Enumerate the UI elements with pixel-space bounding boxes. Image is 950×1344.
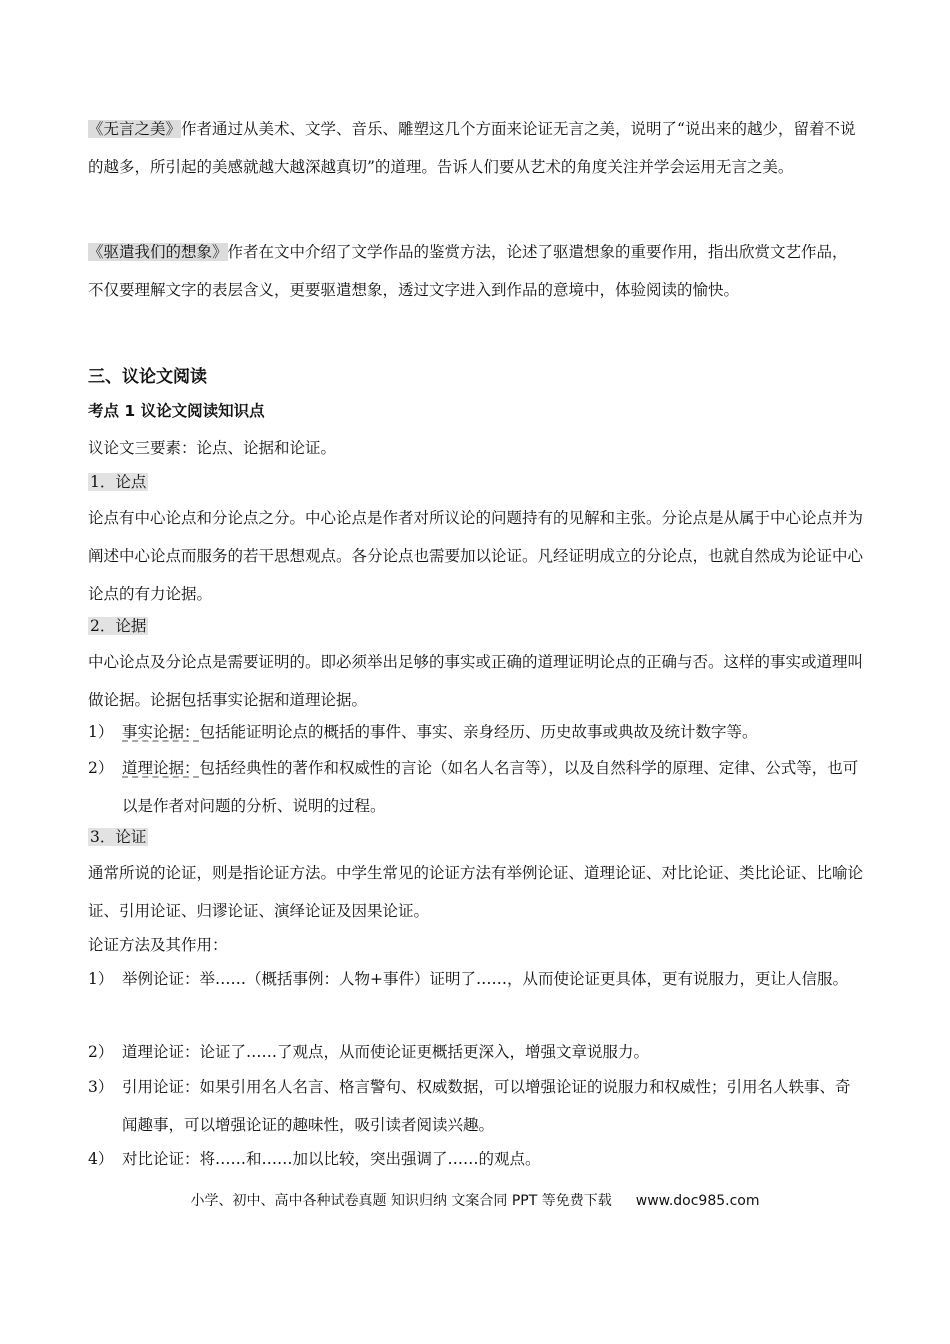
footer-text: 小学、初中、高中各种试卷真题 知识归纳 文案合同 PPT 等免费下载 — [190, 1193, 612, 1209]
section-title: 三、议论文阅读 — [88, 367, 207, 387]
list-number: 2） — [88, 759, 114, 777]
three-elements: 议论文三要素：论点、论据和论证。 — [88, 439, 337, 457]
lunju-list-item — [88, 713, 863, 751]
list-text — [122, 713, 863, 751]
page-footer — [0, 1190, 950, 1210]
method-list-item — [88, 960, 863, 998]
term-text: 包括能证明论点的概括的事件、事实、亲身经历、历史故事或典故及统计数字等。 — [199, 723, 758, 741]
paragraph-wuyan-text: 作者通过从美术、文学、音乐、雕塑这几个方面来论证无言之美，说明了“说出来的越少，留着不说的越多，所引起的美感就越大越深越真切”的道理。告诉人们要从艺术的角度关注并学会运用无言之美。 — [88, 120, 856, 176]
list-number: 3） — [88, 1078, 114, 1096]
book-title-wuyan: 《无言之美》 — [88, 120, 182, 138]
sub-heading-lundian — [88, 469, 148, 495]
paragraph-quqian-text: 作者在文中介绍了文学作品的鉴赏方法，论述了驱遣想象的重要作用，指出欣赏文艺作品，不仅要理解文字的表层含义，更要驱遣想象，透过文字进入到作品的意境中，体验阅读的愉快。 — [88, 243, 848, 299]
sub-heading-lundian-label: 1．论点 — [90, 473, 147, 491]
list-text: 引用论证：如果引用名人名言、格言警句、权威数据，可以增强论证的说服力和权威性；引用名人轶事、奇闻趣事，可以增强论证的趣味性，吸引读者阅读兴趣。 — [122, 1078, 851, 1134]
lundian-paragraph: 论点有中心论点和分论点之分。中心论点是作者对所议论的问题持有的见解和主张。分论点是从属于中心论点并为阐述中心论点而服务的若干思想观点。各分论点也需要加以论证。凡经证明成立的分论点，也就自然成为论证中心论点的有力论据。 — [88, 509, 864, 603]
methods-title: 论证方法及其作用： — [88, 936, 228, 954]
lunzheng-paragraph: 通常所说的论证，则是指论证方法。中学生常见的论证方法有举例论证、道理论证、对比论证、类比论证、比喻论证、引用论证、归谬论证、演绎论证及因果论证。 — [88, 864, 864, 920]
method-list-item — [88, 1140, 863, 1178]
sub-heading-lunzheng-label: 3．论证 — [90, 828, 147, 846]
term-label: 道理论据： — [122, 759, 200, 777]
paragraph-wuyan — [88, 110, 863, 186]
method-list-item — [88, 1033, 863, 1071]
list-number: 2） — [88, 1043, 114, 1061]
term-text: 包括经典性的著作和权威性的言论（如名人名言等），以及自然科学的原理、定律、公式等，也可以是作者对问题的分析、说明的过程。 — [122, 759, 859, 815]
sub-heading-lunju — [88, 613, 148, 639]
list-text: 举例论证：举……（概括事例：人物+事件）证明了……，从而使论证更具体，更有说服力，更让人信服。 — [122, 970, 848, 988]
list-number: 4） — [88, 1150, 114, 1168]
lunju-paragraph: 中心论点及分论点是需要证明的。即必须举出足够的事实或正确的道理证明论点的正确与否。这样的事实或道理叫做论据。论据包括事实论据和道理论据。 — [88, 653, 864, 709]
term-label: 事实论据： — [122, 723, 200, 741]
list-text: 道理论证：论证了……了观点，从而使论证更概括更深入，增强文章说服力。 — [122, 1043, 650, 1061]
lunju-list-item — [88, 749, 863, 825]
method-list-item — [88, 1068, 863, 1144]
sub-heading-lunju-label: 2．论据 — [90, 617, 147, 635]
kaodian-title: 考点 1 议论文阅读知识点 — [88, 402, 265, 420]
book-title-quqian: 《驱遣我们的想象》 — [88, 243, 228, 261]
sub-heading-lunzheng — [88, 824, 148, 850]
list-text: 对比论证：将……和……加以比较，突出强调了……的观点。 — [122, 1150, 541, 1168]
list-number: 1） — [88, 723, 114, 741]
paragraph-quqian — [88, 233, 863, 309]
footer-site-link[interactable]: www.doc985.com — [635, 1193, 760, 1209]
list-text — [122, 749, 863, 825]
list-number: 1） — [88, 970, 114, 988]
